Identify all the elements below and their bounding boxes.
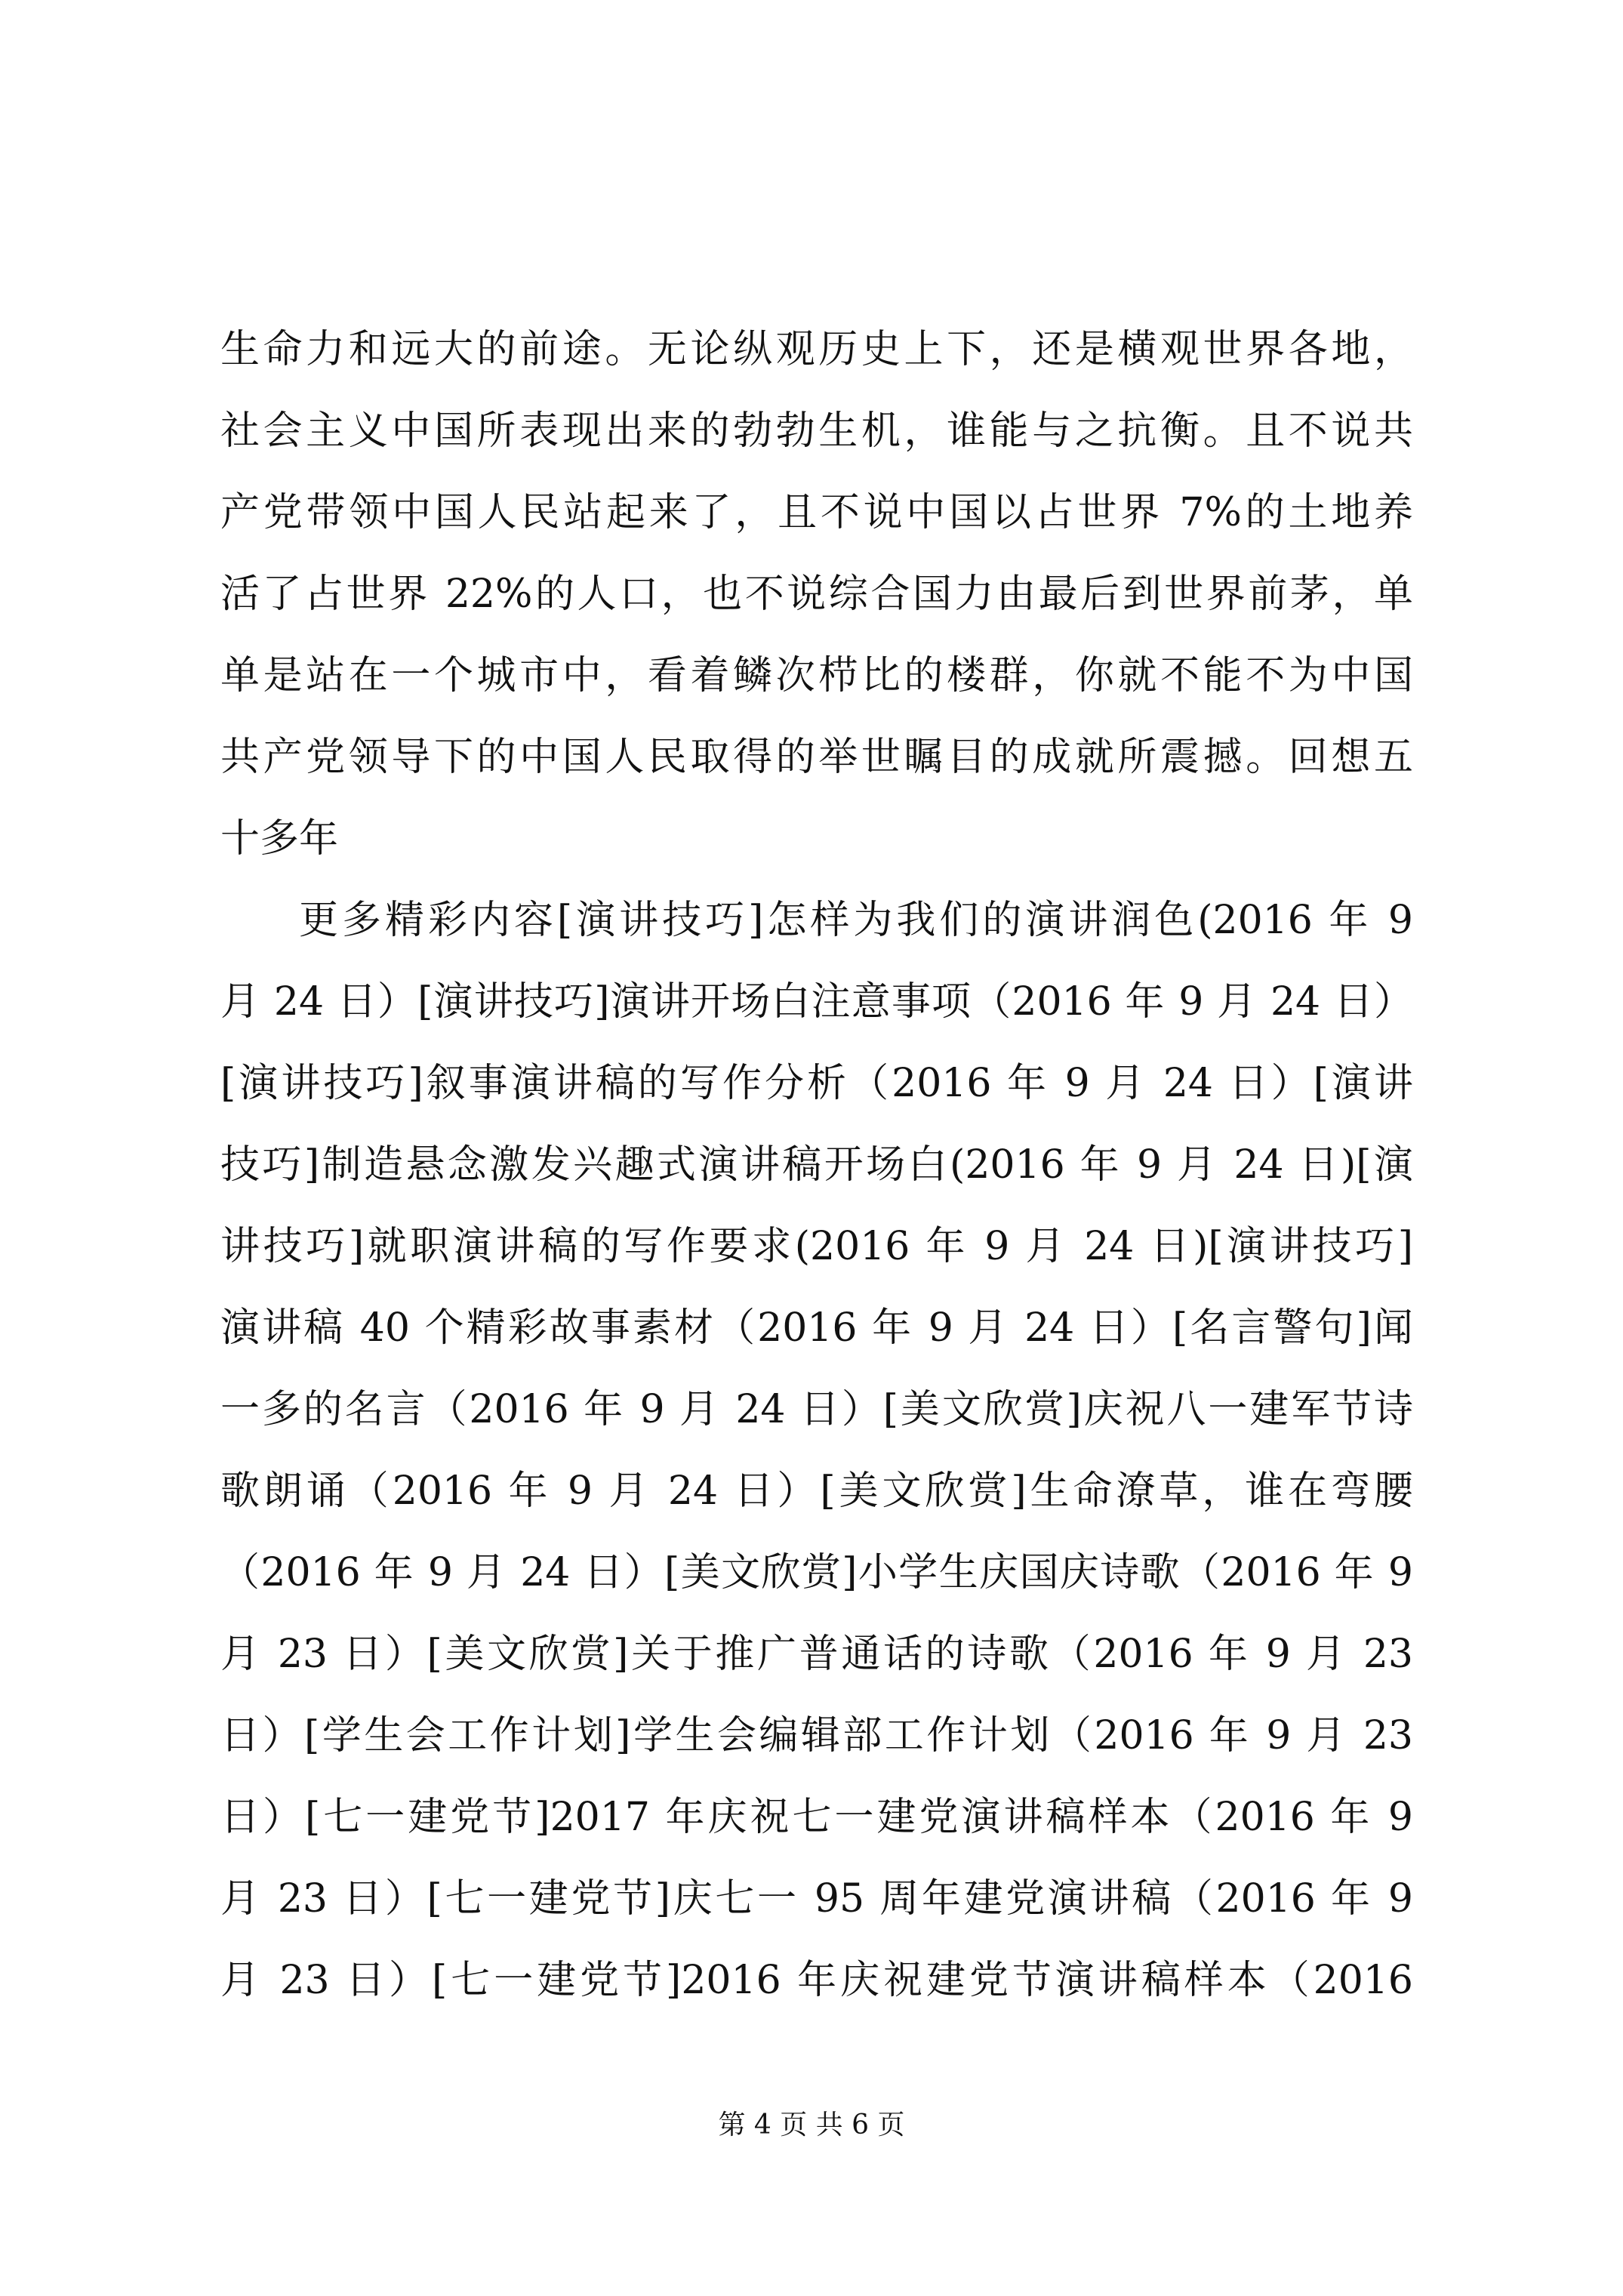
text-line: 月 23 日）[美文欣赏]关于推广普通话的诗歌（2016 年 9 月 23 — [220, 1632, 1413, 1677]
text-line: 月 23 日）[七一建党节]庆七一 95 周年建党演讲稿（2016 年 9 — [220, 1876, 1413, 1922]
text-line: 生命力和远大的前途。无论纵观历史上下，还是横观世界各地， — [220, 327, 1413, 372]
text-line: 演讲稿 40 个精彩故事素材（2016 年 9 月 24 日）[名言警句]闻 — [220, 1305, 1413, 1351]
text-line: 单是站在一个城市中，看着鳞次栉比的楼群，你就不能不为中国 — [220, 653, 1413, 698]
text-line: [演讲技巧]叙事演讲稿的写作分析（2016 年 9 月 24 日）[演讲 — [220, 1061, 1413, 1106]
text-line: 活了占世界 22%的人口，也不说综合国力由最后到世界前茅，单 — [220, 572, 1413, 617]
text-line: 讲技巧]就职演讲稿的写作要求(2016 年 9 月 24 日)[演讲技巧] — [220, 1224, 1413, 1269]
text-line: 一多的名言（2016 年 9 月 24 日）[美文欣赏]庆祝八一建军节诗 — [220, 1387, 1413, 1432]
text-line: 日）[学生会工作计划]学生会编辑部工作计划（2016 年 9 月 23 — [220, 1713, 1413, 1758]
text-line: 月 23 日）[七一建党节]2016 年庆祝建党节演讲稿样本（2016 — [220, 1958, 1413, 2003]
text-line: 月 24 日）[演讲技巧]演讲开场白注意事项（2016 年 9 月 24 日） — [220, 979, 1413, 1025]
text-line: 技巧]制造悬念激发兴趣式演讲稿开场白(2016 年 9 月 24 日)[演 — [220, 1142, 1413, 1188]
text-line: 共产党领导下的中国人民取得的举世瞩目的成就所震撼。回想五 — [220, 735, 1413, 780]
text-line: 日）[七一建党节]2017 年庆祝七一建党演讲稿样本（2016 年 9 — [220, 1795, 1413, 1840]
text-line: 产党带领中国人民站起来了，且不说中国以占世界 7%的土地养 — [220, 490, 1413, 535]
text-line: （2016 年 9 月 24 日）[美文欣赏]小学生庆国庆诗歌（2016 年 9 — [220, 1550, 1413, 1595]
text-line: 更多精彩内容[演讲技巧]怎样为我们的演讲润色(2016 年 9 — [299, 898, 1413, 943]
text-line: 社会主义中国所表现出来的勃勃生机，谁能与之抗衡。且不说共 — [220, 408, 1413, 454]
text-line: 歌朗诵（2016 年 9 月 24 日）[美文欣赏]生命潦草，谁在弯腰 — [220, 1469, 1413, 1514]
text-line: 十多年 — [220, 816, 339, 861]
page-number-footer: 第 4 页 共 6 页 — [718, 2110, 905, 2140]
